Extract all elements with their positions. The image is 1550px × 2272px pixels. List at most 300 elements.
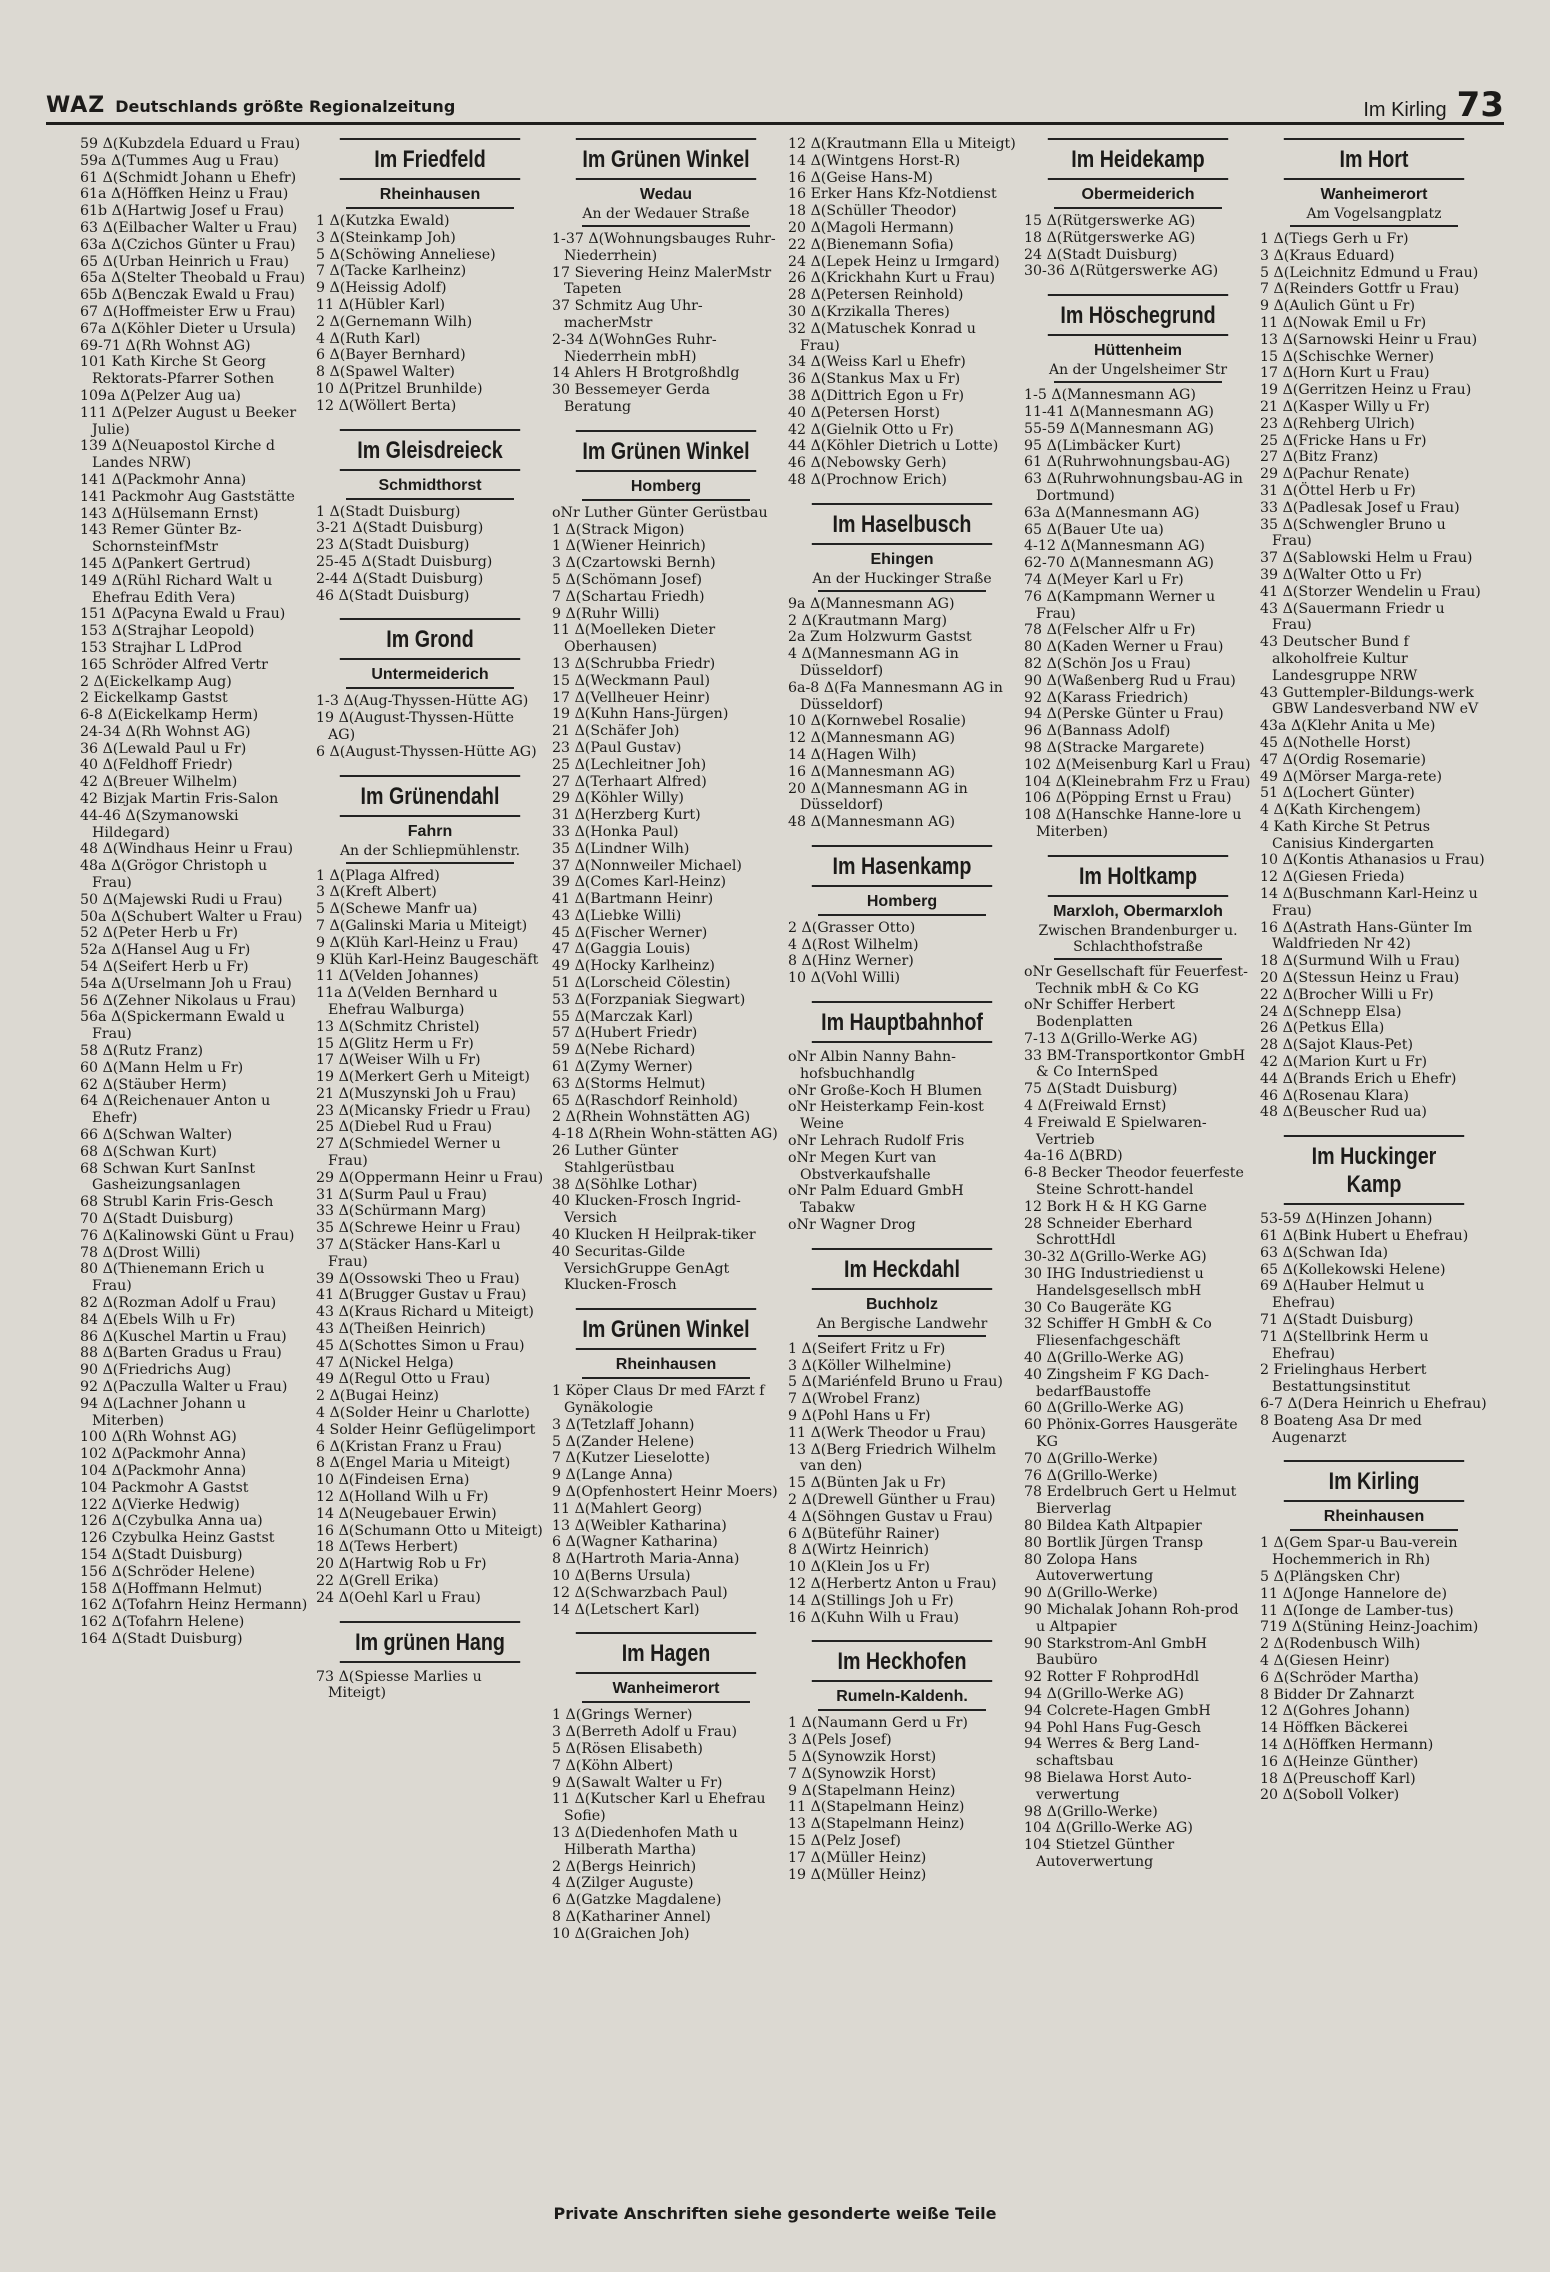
address-entry: 1 Δ(Seifert Fritz u Fr) [788,1340,946,1357]
address-entry: 70 Δ(Stadt Duisburg) [80,1211,234,1227]
address-entry: 26 Δ(Krickhahn Kurt u Frau) [788,270,996,287]
address-entry: 40 Δ(Grillo-Werke AG) [1024,1350,1184,1367]
address-entry: 19 Δ(Kuhn Hans-Jürgen) [552,706,729,723]
address-entry: 98 Δ(Stracke Margarete) [1024,739,1205,756]
address-entry: 86 Δ(Kuschel Martin u Frau) [80,1328,287,1345]
address-entry: 10 Δ(Pritzel Brunhilde) [316,380,483,397]
address-entry: 2 Δ(Rhein Wohnstätten AG) [552,1109,751,1126]
address-entry: 15 Δ(Rütgerswerke AG) [1024,213,1196,229]
district-name: Homberg [630,477,702,495]
address-entry: 7 Δ(Tacke Karlheinz) [316,263,467,280]
address-entry: 19 Δ(Gerritzen Heinz u Frau) [1260,382,1472,399]
street-section [552,1632,780,1942]
address-entry: 90 Δ(Friedrichs Aug) [80,1362,232,1379]
street-location-note: An Bergische Landwehr [816,1315,988,1332]
address-entry: 9 Δ(Stapelmann Heinz) [788,1782,956,1799]
address-entry: 31 Δ(Herzberg Kurt) [552,807,701,824]
address-entry: 165 Schröder Alfred Vertr [80,656,268,673]
address-entry: 40 Securitas-Gilde VersichGruppe GenAgt Klucken-Frosch [552,1243,730,1294]
address-entry: 10 Δ(Klein Jos u Fr) [788,1559,930,1576]
address-entry: 69 Δ(Hauber Helmut u Ehefrau) [1260,1278,1425,1312]
address-entry: 30-32 Δ(Grillo-Werke AG) [1024,1249,1207,1266]
address-entry: 9 Δ(Heissig Adolf) [316,280,447,297]
address-entry: 43 Guttempler-Bildungs-werk GBW Landesverband NW eV [1260,684,1479,718]
address-entry: 164 Δ(Stadt Duisburg) [80,1630,243,1647]
address-entry: 16 Δ(Kuhn Wilh u Frau) [788,1609,960,1626]
address-entry: 11 Δ(Velden Johannes) [316,968,479,985]
address-entry: 39 Δ(Walter Otto u Fr) [1260,566,1422,583]
page-header [46,84,1504,125]
address-entry: 56a Δ(Spickermann Ewald u Frau) [80,1009,285,1043]
address-entry: oNr Megen Kurt van Obstverkaufshalle [788,1149,937,1183]
address-entry: 20 Δ(Magoli Hermann) [788,219,954,236]
address-entry: 16 Δ(Schumann Otto u Miteigt) [316,1522,543,1539]
street-section [788,503,1016,831]
district-name: Fahrn [407,822,453,840]
address-entry: 6 Δ(Büteführ Rainer) [788,1525,940,1542]
address-entry: 47 Δ(Nickel Helga) [316,1354,454,1371]
address-entry: 68 Δ(Schwan Kurt) [80,1143,217,1160]
address-entry: 33 Δ(Padlesak Josef u Frau) [1260,499,1460,516]
address-entry: 10 Δ(Findeisen Erna) [316,1472,470,1489]
address-entry: 37 Schmitz Aug Uhr-macherMstr [552,298,703,331]
address-entry: 25-45 Δ(Stadt Duisburg) [316,553,493,570]
address-list [1260,1211,1488,1446]
street-location-note: An der Wedauer Straße [582,206,750,222]
page-number: 73 [1456,85,1504,125]
address-entry: 151 Δ(Pacyna Ewald u Frau) [80,606,286,623]
district-name: Buchholz [866,1295,938,1313]
district-name: Hüttenheim [1094,342,1182,360]
address-entry: 12 Δ(Mannesmann AG) [788,730,956,747]
address-entry: 30 Bessemeyer Gerda Beratung [552,382,710,415]
brand-claim: Deutschlands größte Regionalzeitung [115,97,456,116]
address-entry: 126 Δ(Czybulka Anna ua) [80,1513,263,1530]
section-rule [582,1377,750,1379]
address-entry: 36 Δ(Stankus Max u Fr) [788,371,961,388]
address-entry: 6-8 Becker Theodor feuerfeste Steine Schrott-handel [1024,1165,1244,1199]
district-name: Obermeiderich [1081,186,1195,203]
address-entry: 51 Δ(Lorscheid Cölestin) [552,975,731,992]
address-entry: 7 Δ(Galinski Maria u Miteigt) [316,917,528,934]
street-name: Im Heckhofen [812,1640,992,1682]
address-entry: 45 Δ(Schottes Simon u Frau) [316,1337,525,1354]
address-entry: 9 Klüh Karl-Heinz Baugeschäft [316,951,539,968]
address-entry: 80 Zolopa Hans Autoverwertung [1024,1551,1154,1585]
street-name: Im Holtkamp [1048,855,1228,897]
address-entry: 8 Δ(Hinz Werner) [788,953,914,970]
address-entry: 94 Δ(Perske Günter u Frau) [1024,706,1224,723]
address-entry: 82 Δ(Schön Jos u Frau) [1024,655,1191,672]
address-entry: 63 Δ(Ruhrwohnungsbau-AG in Dortmund) [1024,471,1243,504]
address-entry: 64 Δ(Reichenauer Anton u Ehefr) [80,1093,271,1127]
address-entry: 12 Δ(Krautmann Ella u Miteigt) [788,136,1016,152]
address-entry: 17 Δ(Müller Heinz) [788,1849,927,1866]
address-entry: 78 Δ(Drost Willi) [80,1244,201,1261]
street-name: Im Hasenkamp [812,845,992,887]
address-entry: 14 Ahlers H Brotgroßhdlg [552,365,740,382]
address-entry: 3 Δ(Köller Wilhelmine) [788,1357,952,1374]
address-entry: 19 Δ(August-Thyssen-Hütte AG) [316,710,515,743]
address-entry: oNr Gesellschaft für Feuerfest-Technik mbH & Co KG [1024,963,1248,997]
address-entry: 126 Czybulka Heinz Gastst [80,1530,275,1547]
street-location-note: An der Schliepmühlenstr. [339,842,521,859]
address-entry: 162 Δ(Tofahrn Helene) [80,1614,245,1631]
street-section [316,1621,544,1703]
street-section [552,430,780,1294]
district-name: Untermeiderich [371,666,489,684]
address-entry: 61a Δ(Höffken Heinz u Frau) [80,186,289,203]
address-entry: 11 Δ(Stapelmann Heinz) [788,1799,965,1816]
street-name: Im Hort [1284,138,1464,180]
address-entry: 719 Δ(Stüning Heinz-Joachim) [1260,1619,1479,1636]
district-name: Rumeln-Kaldenh. [836,1688,968,1706]
address-entry: 94 Δ(Lachner Johann u Miterben) [80,1395,246,1429]
address-entry: oNr Palm Eduard GmbH Tabakw [788,1183,964,1217]
address-entry: 104 Δ(Packmohr Anna) [80,1462,247,1479]
address-entry: 67a Δ(Köhler Dieter u Ursula) [80,320,296,337]
address-entry: 9 Δ(Aulich Günt u Fr) [1260,298,1415,315]
address-entry: 62-70 Δ(Mannesmann AG) [1024,555,1214,572]
address-entry: 104 Stietzel Günther Autoverwertung [1024,1837,1175,1870]
address-list [788,1341,1016,1627]
address-entry: 31 Δ(Surm Paul u Frau) [316,1186,487,1203]
address-list [1024,964,1252,1871]
address-entry: 65a Δ(Stelter Theobald u Frau) [80,270,306,287]
section-rule [346,862,514,864]
address-entry: 68 Strubl Karin Fris-Gesch [80,1194,274,1211]
address-entry: 13 Δ(Schrubba Friedr) [552,655,716,672]
address-entry: 13 Δ(Stapelmann Heinz) [788,1816,965,1833]
address-entry: 11-41 Δ(Mannesmann AG) [1024,403,1214,420]
address-entry: 25 Δ(Fricke Hans u Fr) [1260,432,1427,449]
address-entry: 22 Δ(Grell Erika) [316,1573,439,1589]
street-name: Im Haselbusch [812,503,992,545]
address-entry: 71 Δ(Stellbrink Herm u Ehefrau) [1260,1328,1429,1362]
address-entry: 15 Δ(Bünten Jak u Fr) [788,1475,946,1492]
address-entry: 4 Δ(Kath Kirchengem) [1260,802,1421,819]
address-entry: 15 Δ(Pelz Josef) [788,1832,901,1849]
address-entry: 67 Δ(Hoffmeister Erw u Frau) [80,303,296,320]
address-entry: 94 Pohl Hans Fug-Gesch [1024,1719,1201,1736]
address-entry: 1-3 Δ(Aug-Thyssen-Hütte AG) [316,693,529,710]
address-entry: 5 Δ(Mariénfeld Bruno u Frau) [788,1374,1003,1391]
address-entry: 5 Δ(Schewe Manfr ua) [316,901,478,918]
address-list [1024,213,1252,280]
address-entry: 156 Δ(Schröder Helene) [80,1563,256,1580]
address-entry: 65 Δ(Urban Heinrich u Frau) [80,253,290,270]
address-entry: 4-18 Δ(Rhein Wohn-stätten AG) [552,1126,778,1143]
address-entry: 153 Δ(Strajhar Leopold) [80,623,255,640]
address-entry: 59 Δ(Kubzdela Eduard u Frau) [80,136,301,152]
address-entry: 28 Δ(Sajot Klaus-Pet) [1260,1037,1414,1054]
address-entry: 2 Δ(Grasser Otto) [788,919,916,936]
address-entry: 11 Δ(Nowak Emil u Fr) [1260,314,1427,331]
street-section [316,138,544,415]
address-entry: 46 Δ(Rosenau Klara) [1260,1087,1409,1104]
address-entry: 3 Δ(Kreft Albert) [316,884,437,901]
address-entry: 38 Δ(Söhlke Lothar) [552,1176,698,1193]
address-entry: 6 Δ(Schröder Martha) [1260,1669,1419,1686]
street-name: Im Heidekamp [1048,138,1228,180]
address-list [316,693,544,760]
address-entry: 10 Δ(Berns Ursula) [552,1567,691,1584]
address-entry: 54a Δ(Urselmann Joh u Frau) [80,975,292,992]
address-entry: 30 Δ(Krzikalla Theres) [788,303,950,320]
address-entry: 71 Δ(Stadt Duisburg) [1260,1312,1414,1329]
address-entry: 52a Δ(Hansel Aug u Fr) [80,942,251,959]
address-entry: 63 Δ(Eilbacher Walter u Frau) [80,219,298,236]
address-entry: 23 Δ(Stadt Duisburg) [316,537,470,554]
section-rule [346,207,514,209]
address-entry: 14 Δ(Wintgens Horst-R) [788,152,961,169]
address-entry: 28 Δ(Petersen Reinhold) [788,287,964,304]
address-entry: 8 Δ(Kathariner Annel) [552,1908,711,1925]
address-entry: 53 Δ(Forzpaniak Siegwart) [552,991,746,1008]
address-list [1260,1535,1488,1804]
address-entry: oNr Albin Nanny Bahn-hofsbuchhandlg [788,1049,956,1082]
address-entry: 1 Δ(Grings Werner) [552,1707,693,1724]
address-entry: 5 Δ(Synowzik Horst) [788,1748,937,1765]
address-entry: 74 Δ(Meyer Karl u Fr) [1024,571,1184,588]
address-entry: 42 Bizjak Martin Fris-Salon [80,791,279,808]
address-entry: 61 Δ(Zymy Werner) [552,1059,693,1076]
address-entry: 9a Δ(Mannesmann AG) [788,595,955,612]
address-entry: 78 Erdelbruch Gert u Helmut Bierverlag [1024,1484,1237,1518]
address-entry: 4 Δ(Mannesmann AG in Düsseldorf) [788,646,959,679]
address-entry: 63 Δ(Schwan Ida) [1260,1244,1389,1261]
address-list [788,920,1016,987]
address-entry: 12 Δ(Wöllert Berta) [316,397,457,414]
address-entry: 21 Δ(Kasper Willy u Fr) [1260,398,1430,415]
address-entry: 15 Δ(Weckmann Paul) [552,672,710,689]
street-name: Im Höschegrund [1048,294,1228,336]
district-name: Marxloh, Obermarxloh [1053,902,1223,920]
address-entry: 17 Δ(Vellheuer Heinr) [552,689,710,706]
address-entry: 28 Schneider Eberhard SchrottHdl [1024,1215,1193,1249]
address-entry: 76 Δ(Kampmann Werner u Frau) [1024,588,1216,622]
section-rule [818,914,986,916]
address-entry: 19 Δ(Merkert Gerh u Miteigt) [316,1069,530,1086]
address-entry: 102 Δ(Meisenburg Karl u Frau) [1024,756,1251,773]
district-name: Rheinhausen [379,186,481,203]
address-entry: 14 Δ(Höffken Hermann) [1260,1736,1434,1753]
address-entry: 18 Δ(Surmund Wilh u Frau) [1260,953,1460,970]
address-entry: 2-44 Δ(Stadt Duisburg) [316,570,484,587]
address-entry: 6-8 Δ(Eickelkamp Herm) [80,707,259,724]
address-entry: 141 Δ(Packmohr Anna) [80,471,247,488]
address-entry: 30-36 Δ(Rütgerswerke AG) [1024,263,1219,280]
street-name: Im Huckinger Kamp [1284,1135,1464,1205]
address-entry: 1 Δ(Wiener Heinrich) [552,538,706,555]
address-entry: oNr Wagner Drog [788,1217,916,1234]
address-entry: 35 Δ(Lindner Wilh) [552,840,690,857]
address-entry: 6 Δ(Gatzke Magdalene) [552,1892,722,1909]
address-list [1260,231,1488,1121]
address-entry: 9 Δ(Ruhr Willi) [552,605,660,622]
address-entry: 1 Δ(Naumann Gerd u Fr) [788,1715,968,1732]
address-entry: 16 Δ(Geise Hans-M) [788,169,933,186]
address-entry: 29 Δ(Oppermann Heinr u Frau) [316,1169,544,1186]
address-entry: 37 Δ(Nonnweiler Michael) [552,857,742,874]
address-entry: 40 Klucken-Frosch Ingrid-Versich [552,1193,741,1227]
address-entry: 98 Bielawa Horst Auto-verwertung [1024,1769,1192,1803]
street-section [788,1248,1016,1627]
street-section [552,138,780,416]
address-entry: 42 Δ(Gielnik Otto u Fr) [788,421,954,438]
address-entry: 4 Δ(Söhngen Gustav u Frau) [788,1508,993,1525]
address-entry: 11 Δ(Ionge de Lamber-tus) [1260,1602,1454,1619]
address-entry: 46 Δ(Nebowsky Gerh) [788,455,947,472]
address-entry: 76 Δ(Kalinowski Günt u Frau) [80,1227,295,1244]
address-entry: 4 Δ(Giesen Heinr) [1260,1652,1390,1669]
street-name: Im Gleisdreieck [340,429,520,471]
address-entry: 19 Δ(Müller Heinz) [788,1866,927,1883]
address-entry: 52 Δ(Peter Herb u Fr) [80,925,238,942]
directory-column [1260,136,1488,2176]
address-entry: 17 Sievering Heinz MalerMstr Tapeten [552,264,772,298]
address-entry: 5 Δ(Leichnitz Edmund u Frau) [1260,264,1479,281]
address-entry: 75 Δ(Stadt Duisburg) [1024,1081,1178,1098]
address-entry: 122 Δ(Vierke Hedwig) [80,1496,240,1513]
address-entry: 13 Δ(Weibler Katharina) [552,1517,727,1534]
address-entry: 61 Δ(Ruhrwohnungsbau-AG) [1024,454,1231,471]
street-name: Im Heckdahl [812,1248,992,1290]
directory-column [1024,136,1252,2176]
address-entry: 57 Δ(Hubert Friedr) [552,1025,698,1042]
address-entry: 90 Δ(Grillo-Werke) [1024,1585,1158,1602]
address-entry: 48 Δ(Windhaus Heinr u Frau) [80,841,294,858]
address-entry: 65 Δ(Kollekowski Helene) [1260,1261,1446,1278]
address-entry: 47 Δ(Ordig Rosemarie) [1260,751,1427,768]
address-entry: 61b Δ(Hartwig Josef u Frau) [80,203,285,220]
address-entry: 43 Δ(Theißen Heinrich) [316,1321,486,1338]
address-entry: 39 Δ(Comes Karl-Heinz) [552,874,727,891]
address-entry: 27 Δ(Schmiedel Werner u Frau) [316,1136,501,1170]
street-section [788,136,1016,489]
address-entry: 94 Colcrete-Hagen GmbH [1024,1702,1211,1719]
address-entry: 3 Δ(Steinkamp Joh) [316,229,456,246]
address-list [788,596,1016,831]
address-entry: 153 Strajhar L LdProd [80,639,242,656]
address-entry: 11 Δ(Hübler Karl) [316,296,446,313]
address-entry: 7 Δ(Synowzik Horst) [788,1765,937,1782]
address-entry: 94 Δ(Grillo-Werke AG) [1024,1685,1184,1702]
section-rule [582,225,750,227]
address-entry: 14 Δ(Buschmann Karl-Heinz u Frau) [1260,886,1478,919]
address-entry: 23 Δ(Paul Gustav) [552,739,682,756]
address-entry: 76 Δ(Grillo-Werke) [1024,1467,1158,1484]
address-entry: 7 Δ(Schartau Friedh) [552,588,705,605]
address-entry: 12 Δ(Holland Wilh u Fr) [316,1489,489,1506]
address-entry: 60 Phönix-Gorres Hausgeräte KG [1024,1417,1238,1451]
address-entry: 63 Δ(Storms Helmut) [552,1075,706,1092]
district-name: Rheinhausen [615,1356,717,1374]
address-entry: 3 Δ(Tetzlaff Johann) [552,1416,695,1433]
district-name: Rheinhausen [1323,1508,1425,1526]
address-entry: 63a Δ(Mannesmann AG) [1024,504,1200,521]
address-entry: 20 Δ(Soboll Volker) [1260,1787,1400,1804]
address-entry: 4 Δ(Rost Wilhelm) [788,936,919,953]
address-entry: 24 Δ(Oehl Karl u Frau) [316,1589,481,1606]
address-entry: 158 Δ(Hoffmann Helmut) [80,1580,263,1597]
address-entry: 24 Δ(Schnepp Elsa) [1260,1003,1402,1020]
address-entry: 30 IHG Industriedienst u Handelsgesellsch mbH [1024,1266,1204,1299]
address-entry: 40 Zingsheim F KG Dach-bedarfBaustoffe [1024,1366,1209,1400]
address-entry: 149 Δ(Rühl Richard Walt u Ehefrau Edith Vera) [80,572,273,606]
address-entry: 43a Δ(Klehr Anita u Me) [1260,718,1436,735]
address-entry: 4 Δ(Ruth Karl) [316,330,421,347]
address-entry: 42 Δ(Marion Kurt u Fr) [1260,1054,1428,1071]
address-list [788,136,1016,489]
address-entry: 22 Δ(Brocher Willi u Fr) [1260,986,1434,1003]
address-entry: 1 Δ(Kutzka Ewald) [316,213,450,229]
address-entry: 58 Δ(Rutz Franz) [80,1043,204,1060]
address-entry: 143 Δ(Hülsemann Ernst) [80,505,259,522]
address-entry: 11a Δ(Velden Bernhard u Ehefrau Walburga) [316,985,498,1018]
address-entry: 62 Δ(Stäuber Herm) [80,1076,227,1093]
address-entry: 162 Δ(Tofahrn Heinz Hermann) [80,1597,308,1614]
address-entry: 1 Δ(Stadt Duisburg) [316,503,461,520]
address-entry: 13 Δ(Berg Friedrich Wilhelm van den) [788,1441,997,1475]
address-entry: 8 Bidder Dr Zahnarzt [1260,1686,1415,1703]
masthead [46,93,455,122]
address-list [1024,387,1252,841]
address-entry: 48 Δ(Beuscher Rud ua) [1260,1104,1427,1121]
address-entry: 13 Δ(Sarnowski Heinr u Frau) [1260,331,1478,348]
address-entry: 4 Δ(Zilger Auguste) [552,1875,694,1892]
address-entry: 3 Δ(Czartowski Bernh) [552,555,716,572]
address-entry: 1 Δ(Gem Spar-u Bau-verein Hochemmerich in Rh) [1260,1535,1458,1569]
address-entry: 23 Δ(Rehberg Ulrich) [1260,415,1415,432]
address-entry: oNr Heisterkamp Fein-kost Weine [788,1099,984,1133]
directory-column [552,136,780,2176]
address-entry: 80 Bortlik Jürgen Transp [1024,1534,1204,1551]
address-entry: 2 Δ(Bergs Heinrich) [552,1858,697,1875]
address-entry: 7 Δ(Köhn Albert) [552,1757,674,1774]
address-entry: 2 Eickelkamp Gastst [80,690,228,707]
street-section [788,1640,1016,1883]
address-entry: 51 Δ(Lochert Günter) [1260,785,1415,802]
directory-column [80,136,308,2176]
street-section [316,775,544,1607]
address-entry: 1 Köper Claus Dr med FArzt f Gynäkologie [552,1383,765,1417]
directory-column [788,136,1016,2176]
address-entry: 32 Δ(Matuschek Konrad u Frau) [788,320,976,354]
section-rule [1290,225,1458,227]
address-entry: 2 Δ(Eickelkamp Aug) [80,673,232,690]
address-entry: 18 Δ(Preuschoff Karl) [1260,1770,1416,1787]
address-entry: 5 Δ(Plängsken Chr) [1260,1568,1401,1585]
address-entry: 70 Δ(Grillo-Werke) [1024,1450,1158,1467]
address-entry: 7 Δ(Wrobel Franz) [788,1391,921,1408]
address-entry: 44 Δ(Köhler Dietrich u Lotte) [788,438,999,455]
address-entry: 49 Δ(Regul Otto u Frau) [316,1371,491,1388]
address-entry: 139 Δ(Neuapostol Kirche d Landes NRW) [80,438,275,472]
address-entry: 90 Michalak Johann Roh-prod u Altpapier [1024,1601,1239,1635]
address-list [552,1383,780,1618]
address-entry: 60 Δ(Mann Helm u Fr) [80,1059,244,1076]
address-entry: 13 Δ(Schmitz Christel) [316,1018,480,1035]
address-entry: 5 Δ(Schöwing Anneliese) [316,246,496,263]
address-entry: 40 Δ(Feldhoff Friedr) [80,757,233,774]
section-rule [1054,381,1222,383]
address-entry: 6-7 Δ(Dera Heinrich u Ehefrau) [1260,1396,1487,1412]
street-name: Im Grünen Winkel [576,138,756,180]
address-entry: 73 Δ(Spiesse Marlies u Miteigt) [316,1668,482,1702]
address-list [316,213,544,415]
address-entry: 95 Δ(Limbäcker Kurt) [1024,437,1181,454]
